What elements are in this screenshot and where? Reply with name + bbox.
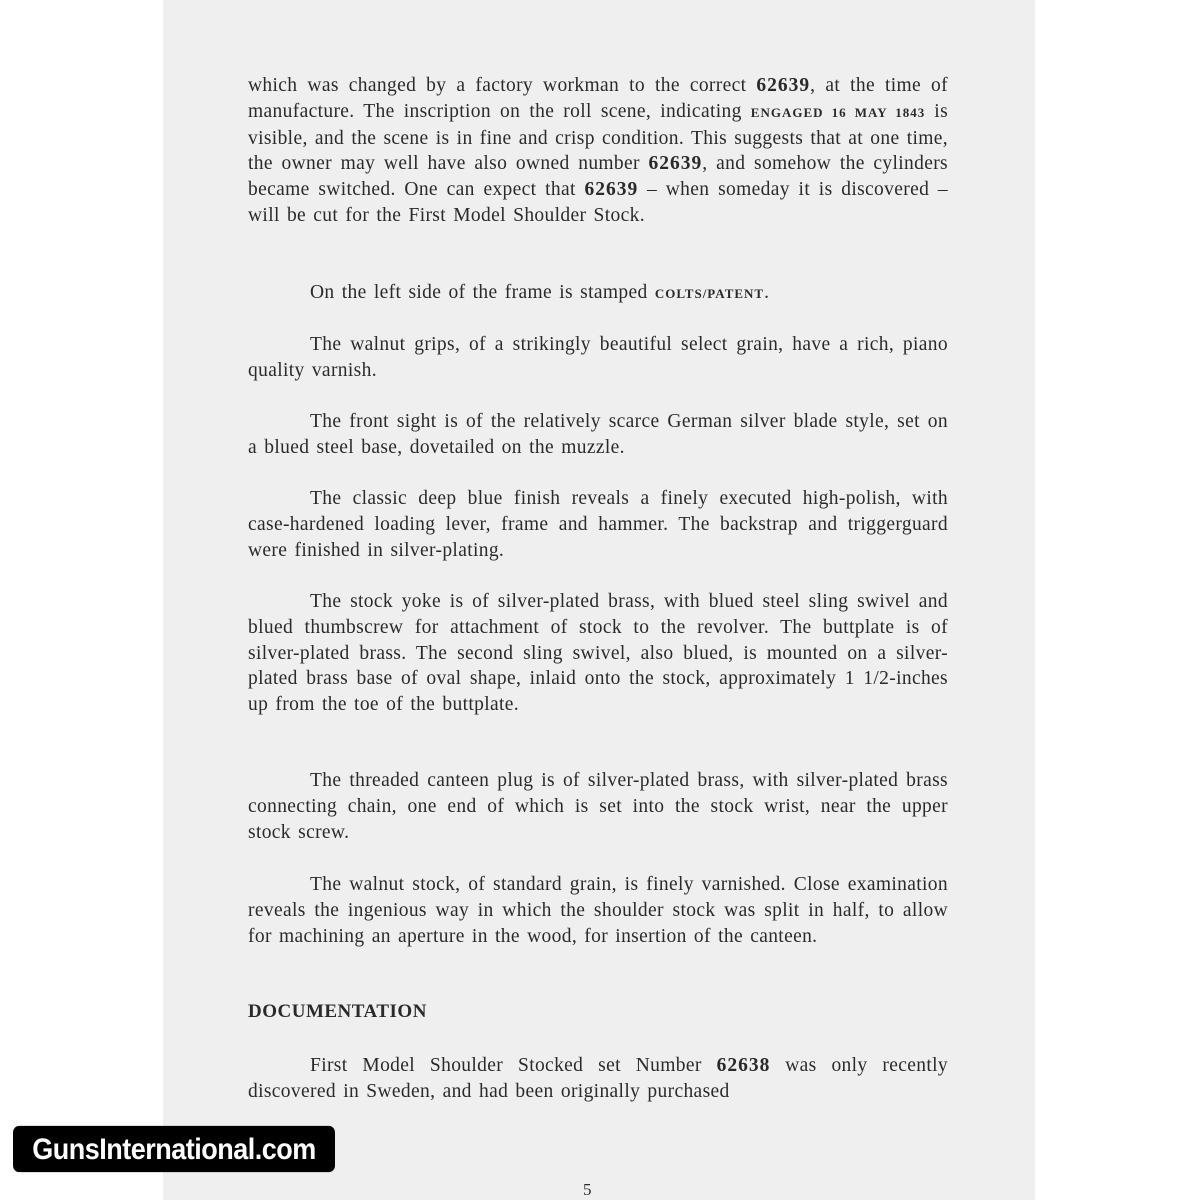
paragraph-8 [248, 872, 948, 949]
text-run: , and somehow the cylinders became switched. One can expect that [248, 153, 948, 201]
paragraph-5 [248, 486, 948, 563]
paragraph-3 [248, 332, 948, 384]
stamped-text: ENGAGED 16 MAY 1843 [750, 104, 926, 120]
text-run: On the left side of the frame is stamped [310, 282, 655, 303]
paragraph-6 [248, 589, 948, 718]
paragraph-7 [248, 768, 948, 845]
text-run: is visible, and the scene is in fine and crisp condition. This suggests that at one time, the owner may well have also owned number [248, 100, 949, 175]
text-run: The stock yoke is of silver-plated brass, with blued steel sling swivel and blued thumbscrew for attachment of stock to the revolver. The buttplate is of silver-plated brass. The second sling swivel, also blued, is mounted on a silver-plated brass base of oval shape, inlaid onto the stock, approximately 1 1/2-inches up from the toe of the buttplate. [248, 591, 948, 716]
text-run: . [764, 282, 770, 303]
paragraph-2 [248, 280, 948, 307]
paragraph-4 [248, 409, 948, 461]
text-run: The front sight is of the relatively scarce German silver blade style, set on a blued steel base, dovetailed on the muzzle. [248, 411, 948, 458]
text-run: The classic deep blue finish reveals a finely executed high-polish, with case-hardened loading lever, frame and hammer. The backstrap and triggerguard were finished in silver-plating. [248, 488, 948, 561]
text-run: was only recently discovered in Sweden, and had been originally purchased [248, 1055, 948, 1102]
serial-number: 62638 [716, 1055, 771, 1076]
stamped-text: COLTS/PATENT [654, 286, 765, 301]
paragraph-1 [248, 73, 948, 229]
gunsinternational-watermark-logo: GunsInternational.com [13, 1126, 335, 1172]
text-run: The threaded canteen plug is of silver-plated brass, with silver-plated brass connecting chain, one end of which is set into the stock wrist, near the upper stock screw. [248, 770, 948, 843]
text-run: , at the time of manufacture. The inscription on the roll scene, indicating [248, 75, 948, 122]
section-heading: DOCUMENTATION [248, 1001, 427, 1022]
text-run: – when someday it is discovered – will be cut for the First Model Shoulder Stock. [248, 179, 948, 226]
text-run: which was changed by a factory workman to the correct [248, 75, 757, 96]
documentation-paragraph [248, 1053, 948, 1105]
serial-number: 62639 [756, 75, 811, 96]
page-number: 5 [583, 1180, 592, 1199]
text-run: First Model Shoulder Stocked set Number [310, 1055, 717, 1076]
text-run: The walnut grips, of a strikingly beautiful select grain, have a rich, piano quality varnish. [248, 334, 948, 381]
serial-number: 62639 [648, 153, 703, 175]
serial-number: 62639 [584, 179, 639, 201]
text-run: The walnut stock, of standard grain, is finely varnished. Close examination reveals the ingenious way in which the shoulder stock was split in half, to allow for machining an aperture in the wood, for insertion of the canteen. [248, 874, 948, 947]
